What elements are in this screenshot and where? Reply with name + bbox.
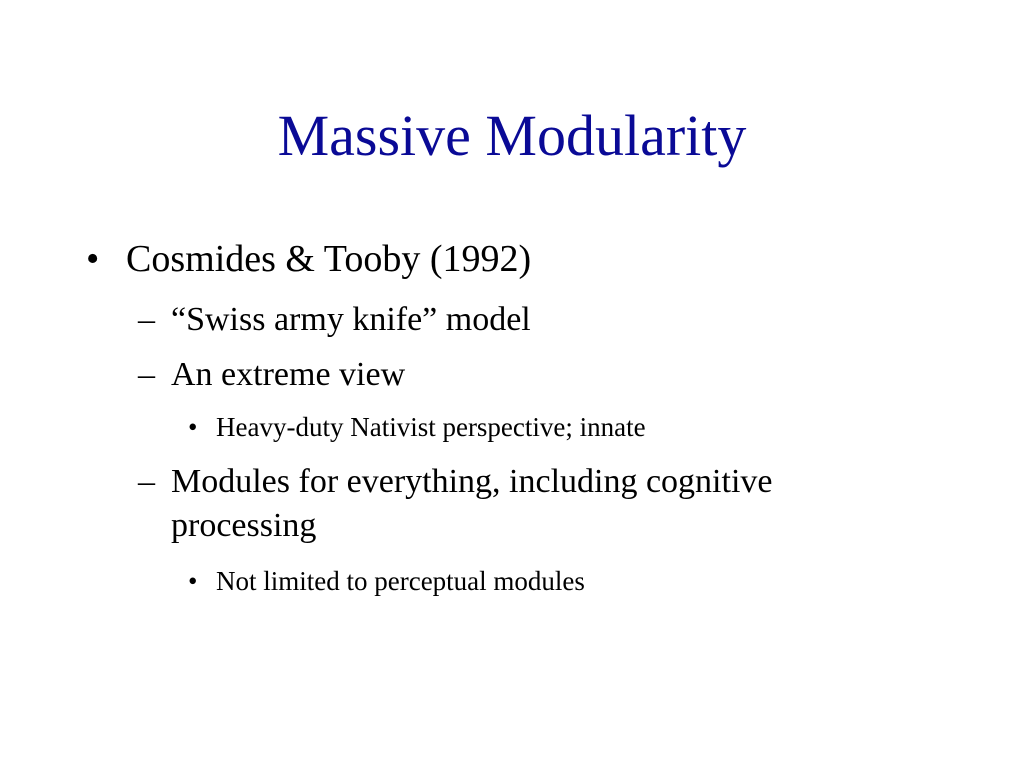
- dash-marker: –: [138, 301, 155, 338]
- dash-marker: –: [138, 463, 155, 500]
- subsubbullet-not-limited: [188, 564, 585, 598]
- subbullet-swiss-army-knife: [138, 298, 531, 342]
- subbullet-text-line2: processing: [171, 507, 317, 544]
- subbullet-text-line1: Modules for everything, including cognitive: [171, 463, 773, 500]
- bullet-marker: •: [86, 238, 100, 280]
- subbullet-extreme-view: [138, 353, 405, 397]
- slide-title: Massive Modularity: [277, 103, 747, 168]
- subsubbullet-text: Not limited to perceptual modules: [216, 566, 585, 596]
- dash-marker: –: [138, 356, 155, 393]
- bullet-text: Cosmides & Tooby (1992): [126, 238, 532, 280]
- subsubbullet-heavy-duty: [188, 410, 646, 444]
- bullet-cosmides-tooby: [86, 236, 531, 282]
- subbullet-text: An extreme view: [171, 356, 406, 393]
- subsubbullet-text: Heavy-duty Nativist perspective; innate: [216, 412, 646, 442]
- bullet-marker: •: [188, 566, 198, 596]
- subbullet-modules-for-everything: [138, 460, 773, 548]
- bullet-marker: •: [188, 412, 198, 442]
- subbullet-text: “Swiss army knife” model: [171, 301, 531, 338]
